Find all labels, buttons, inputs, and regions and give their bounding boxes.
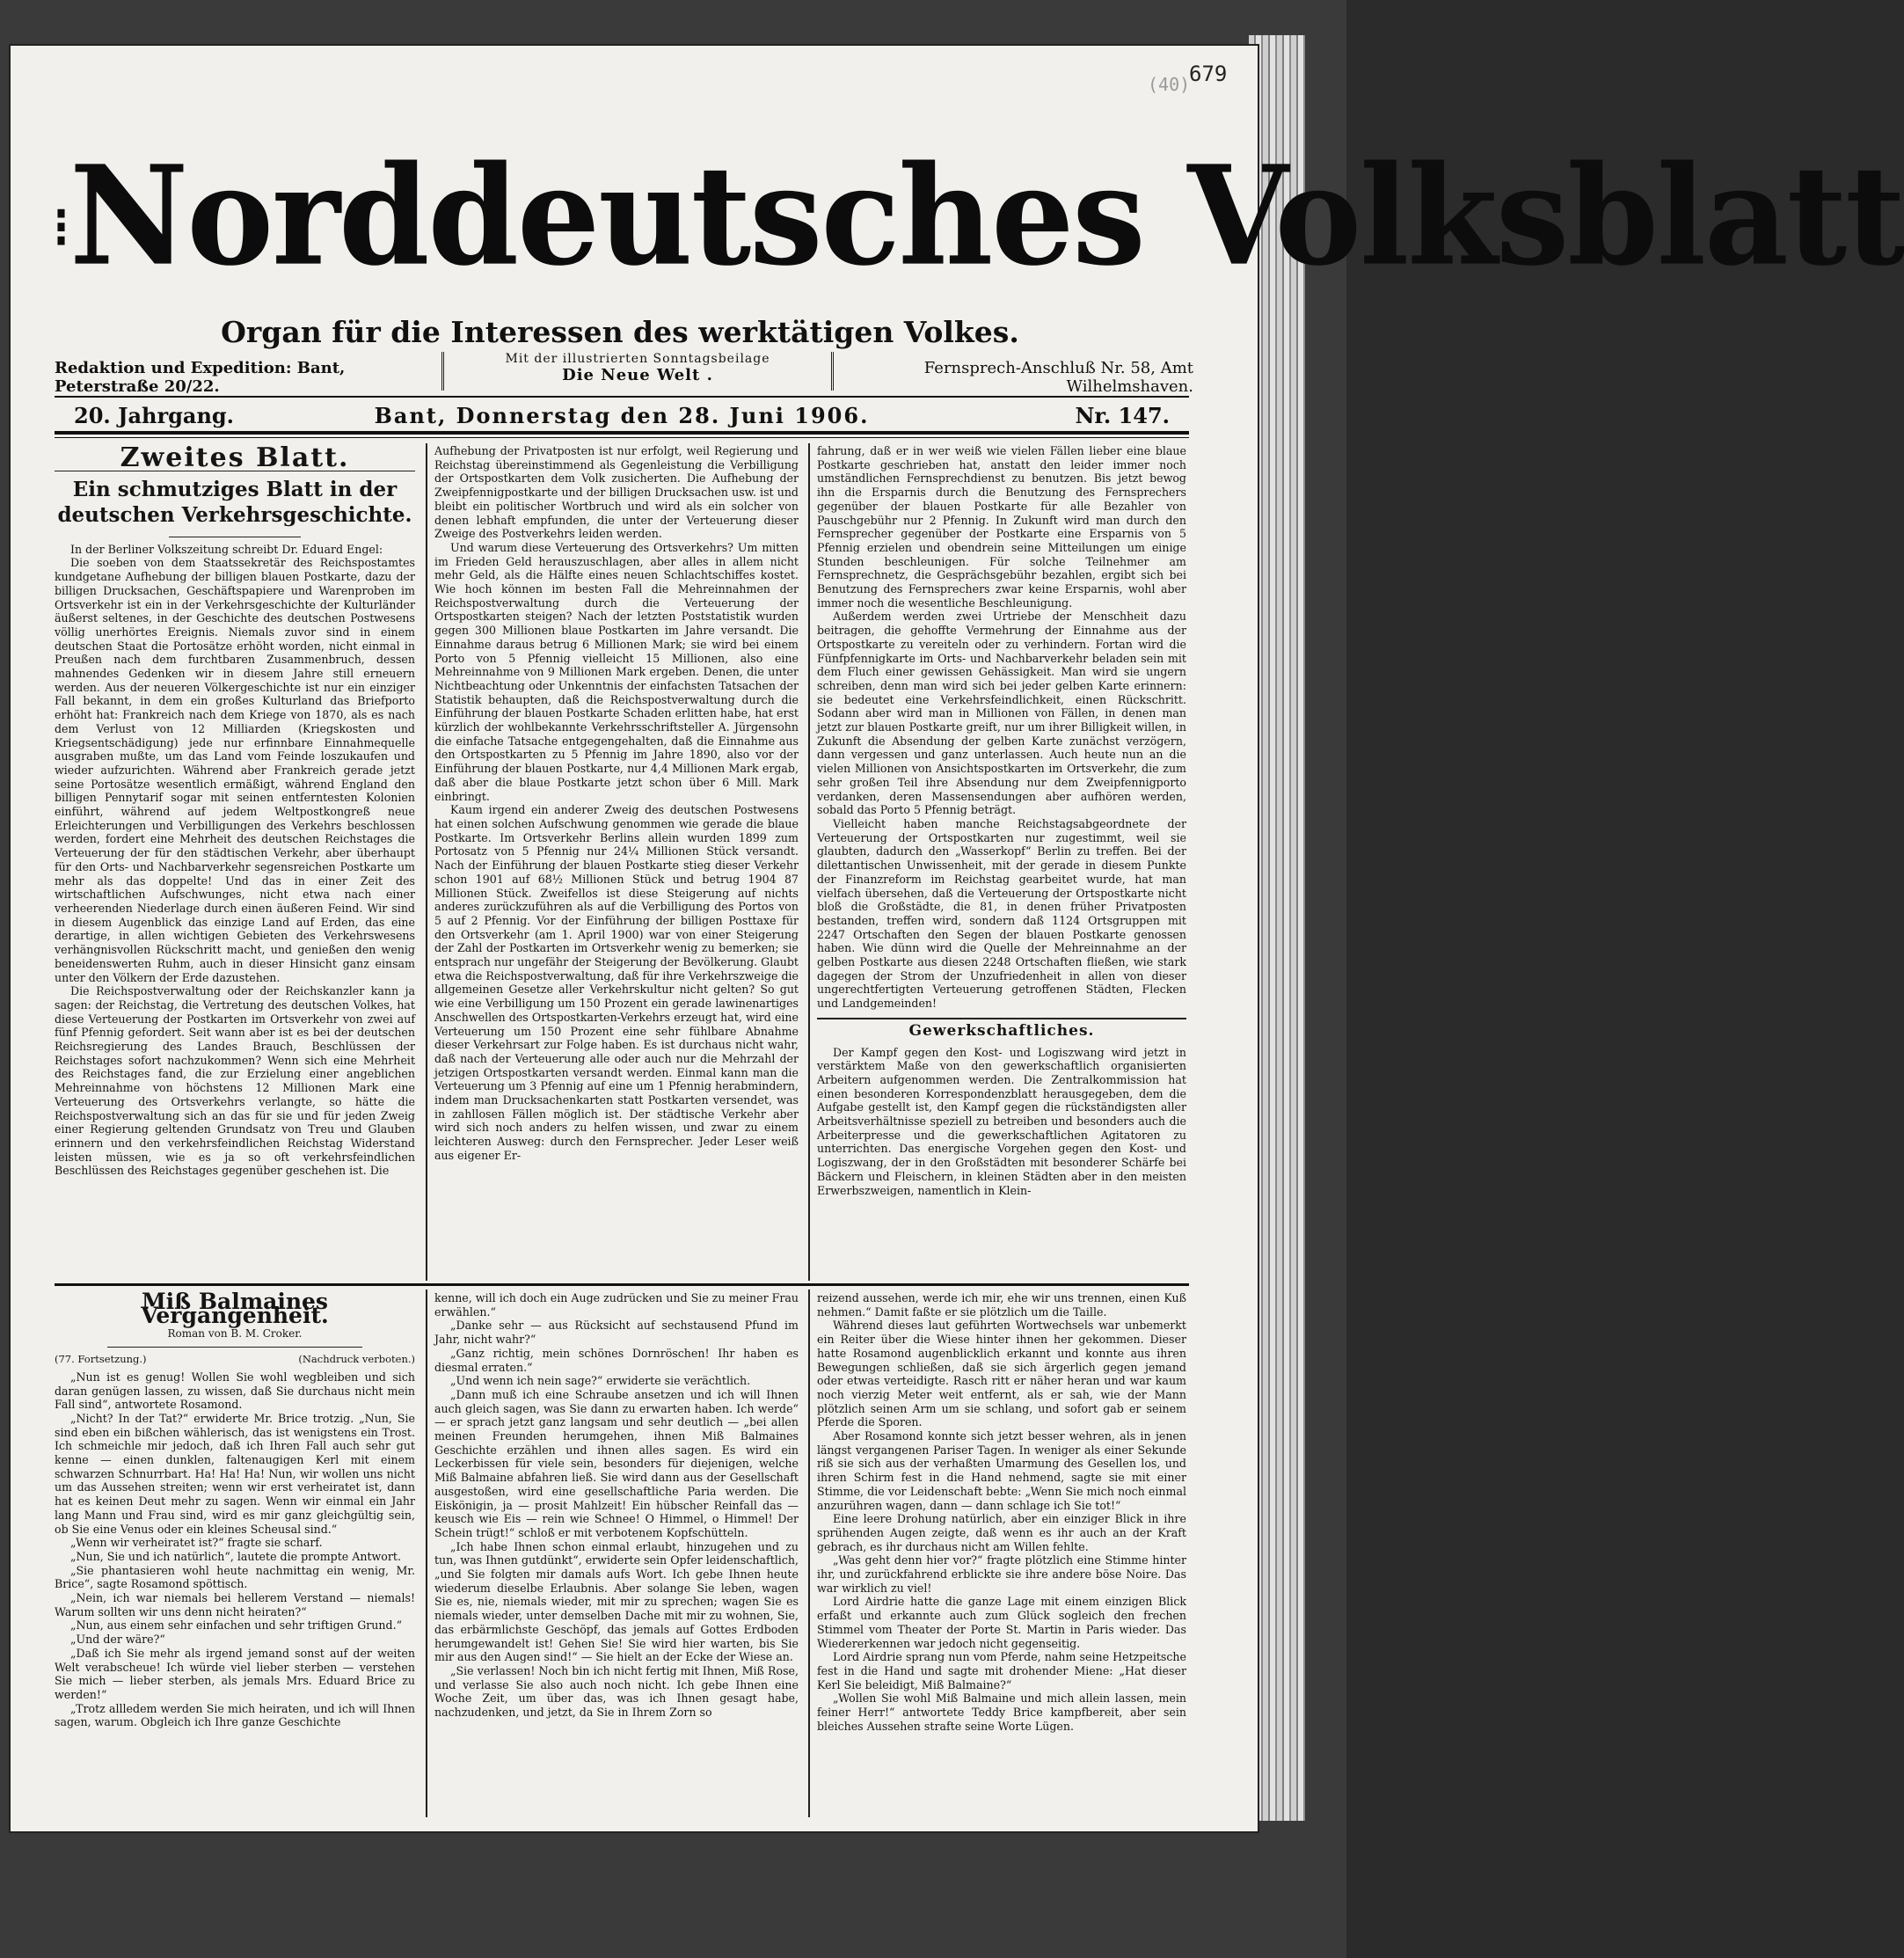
ornament-left-icon: ⁝ bbox=[53, 195, 70, 260]
article-paragraph: Und warum diese Verteuerung des Ortsverkehrs? Um mitten im Frieden Geld herauszuschlagen, aber alles in allem nicht mehr Geld, als die Hälfte eines neuen Schlachtschiffes kostet. Wie hoch können im besten Fall die Mehreinnahmen der Reichspostverwaltung durch die Verteuerung der Ortspostkarten steigen? Nach der letzten Poststatistik wurden gegen 300 Millionen blaue Postkarten im Jahre versandt. Die Einnahme daraus betrug 6 Millionen Mark; sie wird bei einem Porto von 5 Pfennig vielleicht 15 Millionen, also eine Mehreinnahme von 9 Millionen Mark ergeben. Denen, die unter Nichtbeachtung oder Unkenntnis der einfachsten Tatsachen der Statistik behaupten, daß die Reichspostverwaltung durch die Einführung der blauen Postkarte Schaden erlitten habe, hat erst kürzlich der wohlbekannte Verkehrsschriftsteller A. Jürgensohn die einfache Tatsache entgegengehalten, daß die Einnahme aus den Ortspostkarten zu 5 Pfennig im Jahre 1890, also vor der Einführung der blauen Postkarte, nur 4,4 Millionen Mark ergab, daß aber die blaue Postkarte jetzt schon über 6 Mill. Mark einbringt. bbox=[434, 540, 799, 803]
serial-paragraph: „Wenn wir verheiratet ist?“ fragte sie scharf. bbox=[70, 1536, 323, 1550]
column-rule-1 bbox=[426, 443, 427, 1281]
serial-paragraph: „Danke sehr — aus Rücksicht auf sechstausend Pfund im Jahr, nicht wahr?“ bbox=[434, 1319, 799, 1347]
rule-top bbox=[55, 396, 1189, 398]
article-paragraph: Vielleicht haben manche Reichstagsabgeordnete der Verteuerung der Ortspostkarten nur zugestimmt, weil sie glaubten, dadurch den „Wasserkopf“ Berlin zu treffen. Bei der dilettantischen Unwissenheit, mit der gerade in diesem Punkte der Finanzreform im Reichstag gearbeitet wurde, hat man vielfach übersehen, daß die Verteuerung der Ortspostkarte nicht bloß die Großstädte, die 81, in denen früher Privatposten bestanden, treffen wird, sondern daß 1124 Ortsgruppen mit 2247 Ortschaften den Segen der blauen Postkarte genossen haben. Wie dünn wird die Quelle der Mehreinnahme an der gelben Postkarte aus diesen 2248 Ortschaften fließen, wie stark dagegen der Strom der Unzufriedenheit in allen von dieser ungerechtfertigten Verteuerung getroffenen Städten, Flecken und Landgemeinden! bbox=[817, 816, 1186, 1011]
serial-paragraph: „Nun, Sie und ich natürlich“, lautete die prompte Antwort. bbox=[70, 1549, 401, 1563]
rule-mid bbox=[55, 1283, 1189, 1286]
serial-continuation: (77. Fortsetzung.) bbox=[55, 1353, 147, 1366]
serial-reprint-note: (Nachdruck verboten.) bbox=[298, 1353, 415, 1366]
serial-paragraph: „Ganz richtig, mein schönes Dornröschen! Ihr haben es diesmal erraten.“ bbox=[434, 1346, 799, 1374]
masthead-subtitle: Organ für die Interessen des werktätigen Volkes. bbox=[221, 315, 1019, 349]
serial-paragraph: „Daß ich Sie mehr als irgend jemand sonst auf der weiten Welt verabscheue! Ich würde viel lieber sterben — verstehen Sie mich — lieber sterben, als jemals Mrs. Eduard Brice zu werden!“ bbox=[55, 1646, 415, 1701]
article-paragraph: Außerdem werden zwei Urtriebe der Menschheit dazu beitragen, die gehoffte Vermehrung der Einnahme aus der Ortspostkarte zu vereiteln oder zu verhindern. Fortan wird die Fünfpfennigkarte im Orts- und Nachbarverkehr beladen sein mit dem Fluch einer gewissen Gehässigkeit. Man wird sie ungern schreiben, denn man wird sich bei jeder gelben Karte erinnern: sie bedeutet eine Verkehrsfeindlichkeit, einen Rückschritt. Sodann aber wird man in Millionen von Fällen, in denen man jetzt zur blauen Postkarte greift, nur um ihrer Billigkeit willen, in Zukunft die Absendung der gelben Karte zunächst verzögern, dann vergessen und ganz unterlassen. Auch heute nun an die vielen Millionen von Ansichtspostkarten im Ortsverkehr, die zum sehr großen Teil ihre Absendung nur dem Zweipfennigporto verdanken, deren Massensendungen aber aufhören werden, sobald das Porto 5 Pfennig beträgt. bbox=[817, 610, 1186, 817]
supplement-note bbox=[441, 352, 834, 391]
serial-paragraph: „Nein, ich war niemals bei hellerem Verstand — niemals! Warum sollten wir uns denn nicht heiraten?“ bbox=[55, 1591, 415, 1618]
page-number-faint: (40) bbox=[1148, 74, 1191, 95]
dateline bbox=[55, 403, 1189, 429]
column-rule-2 bbox=[808, 443, 810, 1281]
section-heading-union: Gewerkschaftliches. bbox=[908, 1021, 1095, 1040]
serial-paragraph: Während dieses laut geführten Wortwechsels war unbemerkt ein Reiter über die Wiese hinter ihnen her gekommen. Dieser hatte Rosamond augenblicklich erkannt und konnte aus ihren Bewegungen schließen, daß sie sich ärgerlich gegen jemand oder etwas verteidigte. Rasch ritt er näher heran und war kaum noch vierzig Meter weit entfernt, als er sah, wie der Mann plötzlich seinen Arm um sie schlang, und sofort gab er seinem Pferde die Sporen. bbox=[817, 1319, 1186, 1429]
serial-paragraph: „Und der wäre?“ bbox=[70, 1633, 165, 1647]
serial-column-1 bbox=[55, 1291, 415, 1817]
serial-rule bbox=[107, 1347, 362, 1348]
masthead-title-text: Norddeutsches Volksblatt bbox=[69, 135, 1904, 296]
article-column-1 bbox=[55, 444, 415, 1280]
serial-paragraph: „Ich habe Ihnen schon einmal erlaubt, hinzugehen und zu tun, was Ihnen gutdünkt“, erwiderte sein Opfer leidenschaftlich, „und Sie folgten mir damals aufs Wort. Ich gebe Ihnen heute wiederum dieselbe Erlaubnis. Aber solange Sie leben, wagen Sie es, nie, niemals wieder, mit mir zu sprechen; wagen Sie es niemals wieder, unter demselben Dache mit mir zu wohnen, Sie, das erbärmlichste Geschöpf, das jemals auf Gottes Erdboden herumgewandelt ist! Gehen Sie! Sie wird hier warten, bis Sie mir aus den Augen sind!“ — Sie hielt an der Ecke der Wiese an. bbox=[434, 1539, 799, 1664]
rule-date-thin bbox=[55, 437, 1189, 438]
telephone-info: Fernsprech-Anschluß Nr. 58, Amt Wilhelmshaven. bbox=[923, 359, 1193, 396]
article-paragraph: Die Reichspostverwaltung oder der Reichskanzler kann ja sagen: der Reichstag, die Vertretung des deutschen Volkes, hat diese Verteuerung der Postkarten im Ortsverkehr von zwei auf fünf Pfennig gefordert. Seit wann aber ist es bei der deutschen Reichsregierung des Landes Brauch, Beschlüssen der Reichstages sofort nachzukommen? Wenn sich eine Mehrheit des Reichstages fand, die zur Erzielung einer angeblichen Mehreinnahme von höchstens 12 Millionen Mark eine Verteuerung des Ortsverkehrs verlangte, so hätte die Reichspostverwaltung sich an das für sie und für jeden Zweig einer Regierung geltenden Grundsatz von Treu und Glauben erinnern und den verkehrsfeindlichen Reichstag Widerstand leisten müssen, wie es ja so oft verkehrsfeindlichen Beschlüssen des Reichstages gegenüber geschehen ist. Die bbox=[55, 984, 415, 1178]
dateline-issue: Nr. 147. bbox=[1075, 403, 1170, 428]
union-paragraph: Der Kampf gegen den Kost- und Logiszwang wird jetzt in verstärktem Maße von den gewerkschaftlich organisierten Arbeitern aufgenommen werden. Die Zentralkommission hat einen besonderen Korrespondenzblatt herausgegeben, dem die Aufgabe gestellt ist, den Kampf gegen die rückständigsten aller Arbeitsverhältnisse speziell zu betreiben und besonders auch die Arbeiterpresse und die gewerkschaftlichen Agitatoren zu unterrichten. Das energische Vorgehen gegen den Kost- und Logiszwang, der in den Großstädten mit besonderer Schärfe bei Bäckern und Fleischern, in kleinen Städten aber in den meisten Erwerbszweigen, namentlich in Klein- bbox=[817, 1045, 1186, 1197]
serial-paragraph: „Wollen Sie wohl Miß Balmaine und mich allein lassen, mein feiner Herr!“ antwortete Teddy Brice kampfbereit, aber sein bleiches Aussehen strafte seine Worte Lügen. bbox=[817, 1691, 1186, 1733]
dateline-date: Bant, Donnerstag den 28. Juni 1906. bbox=[374, 403, 870, 428]
section-rule bbox=[817, 1018, 1186, 1019]
serial-paragraph: Eine leere Drohung natürlich, aber ein einziger Blick in ihre sprühenden Augen zeigte, daß wenn es ihr auch an der Kraft gebrach, es ihr durchaus nicht am Willen fehlte. bbox=[817, 1512, 1186, 1553]
article-paragraph: Kaum irgend ein anderer Zweig des deutschen Postwesens hat einen solchen Aufschwung genommen wie gerade die blaue Postkarte. Im Ortsverkehr Berlins allein wurden 1899 zum Portosatz von 5 Pfennig nur 24¼ Millionen Stück versandt. Nach der Einführung der blauen Postkarte stieg dieser Verkehr schon 1901 auf 68½ Millionen Stück und betrug 1904 87 Millionen Stück. Zweifellos ist diese Steigerung auf nichts anderes zurückzuführen als auf die Verbilligung des Portos von 5 auf 2 Pfennig. Vor der Einführung der billigen Posttaxe für den Ortsverkehr (am 1. April 1900) war von einer Steigerung der Zahl der Postkarten im Ortsverkehr wenig zu bemerken; sie entsprach nur ungefähr der Steigerung der Bevölkerung. Glaubt etwa die Reichspostverwaltung, daß für ihre Verkehrszweige die allgemeinen Gesetze aller Verkehrskultur nicht gelten? So gut wie eine Verbilligung um 150 Prozent ein gerade lawinenartiges Anschwellen des Ortspostkarten-Verkehrs erzeugt hat, wird eine Verteuerung um 150 Prozent eine sehr fühlbare Abnahme dieser Verkehrsart zur Folge haben. Es ist durchaus nicht wahr, daß nach der Verteuerung alle oder auch nur die Mehrzahl der jetzigen Ortspostkarten versandt werden. Einmal kann man die Verteuerung um 3 Pfennig auf eine um 1 Pfennig herabmindern, indem man Drucksachenkarten statt Postkarten versendet, was in zahllosen Fällen möglich ist. Der städtische Verkehr aber wird sich noch anders zu helfen wissen, und zwar zu einem leichteren Ausweg: durch den Fernsprecher. Jeder Leser weiß aus eigener Er- bbox=[434, 803, 799, 1162]
serial-paragraph: Lord Airdrie sprang nun vom Pferde, nahm seine Hetzpeitsche fest in die Hand und sagte mit drohender Miene: „Hat dieser Kerl Sie beleidigt, Miß Balmaine?“ bbox=[817, 1650, 1186, 1691]
supplement-line1: Mit der illustrierten Sonntagsbeilage bbox=[505, 352, 770, 366]
page-number: 679 bbox=[1189, 62, 1228, 86]
info-row bbox=[55, 352, 1193, 396]
serial-paragraph: Aber Rosamond konnte sich jetzt besser wehren, als in jenen längst vergangenen Pariser Tagen. In weniger als einer Sekunde riß sie sich aus der verhaßten Umarmung des Gesellen los, und ihren Schirm fest in die Hand nehmend, sagte sie mit einer Stimme, die vor Leidenschaft bebte: „Wenn Sie mich noch einmal anzurühren wagen, dann — dann schlage ich Sie tot!“ bbox=[817, 1429, 1186, 1512]
serial-paragraph: „Nun ist es genug! Wollen Sie wohl wegbleiben und sich daran genügen lassen, zu wissen, daß Sie durchaus nicht mein Fall sind“, antwortete Rosamond. bbox=[55, 1370, 415, 1412]
serial-paragraph: reizend aussehen, werde ich mir, ehe wir uns trennen, einen Kuß nehmen.“ Damit faßte er sie plötzlich um die Taille. bbox=[817, 1291, 1186, 1319]
article-paragraph: fahrung, daß er in wer weiß wie vielen Fällen lieber eine blaue Postkarte geschrieben hat, anstatt den leider immer noch umständlichen Fernsprechdienst zu benutzen. Bis jetzt bewog ihn die Ersparnis durch die Benutzung des Fernsprechers gegenüber der blauen Postkarte für alle Bezahler von Pauschgebühr nur 2 Pfennig. In Zukunft wird man durch den Fernsprecher gegenüber der Postkarte eine Ersparnis von 5 Pfennig erzielen und obendrein seine Mitteilungen um einige Stunden beschleunigen. Für solche Teilnehmer am Fernsprechnetz, die Gesprächsgebühr bezahlen, ergibt sich bei Benutzung des Fernsprechers zwar keine Ersparnis, wohl aber immer noch die wesentliche Beschleunigung. bbox=[817, 444, 1186, 610]
serial-paragraph: Lord Airdrie hatte die ganze Lage mit einem einzigen Blick erfaßt und erkannte auch zum Glück sogleich den frechen Stimmel vom Theater der Porte St. Martin in Paris wieder. Das Wiedererkennen war jedoch nicht gegenseitig. bbox=[817, 1595, 1186, 1650]
article-paragraph: Die soeben von dem Staatssekretär des Reichspostamtes kundgetane Aufhebung der billigen blauen Postkarte, dazu der billigen Drucksachen, Geschäftspapiere und Warenproben im Ortsverkehr ist ein in der Verkehrsgeschichte der Kulturländer äußerst seltenes, in der Geschichte des deutschen Postwesens völlig unerhörtes Ereignis. Niemals zuvor sind in einem deutschen Staat die Portosätze erhöht worden, nicht einmal in Preußen nach dem furchtbaren Zusammenbruch, dessen mahnendes Gedenken wir in diesem Jahre still erneuern werden. Aus der neueren Völkergeschichte ist nur ein einziger Fall bekannt, in dem ein großes Kulturland das Briefporto erhöht hat: Frankreich nach dem Kriege von 1870, als es nach dem Verlust von 12 Milliarden (Kriegskosten und Kriegsentschädigung) jede nur erfinnbare Einnahmequelle ausgraben mußte, um das Land vom Feinde loszukaufen und wieder aufzurichten. Während aber Frankreich gerade jetzt seine Portosätze wesentlich ermäßigt, während England den billigen Pennytarif sogar mit seinen entferntesten Kolonien einführt, während auf jedem Weltpostkongreß neue Erleichterungen und Verbilligungen des Verkehrs beschlossen werden, fordert eine Mehrheit des deutschen Reichstages die Verteuerung der für den städtischen Verkehr, aber überhaupt für den Orts- und Nachbarverkehr segensreichen Postkarte um mehr als das doppelte! Und das in einer Zeit des wirtschaftlichen Aufschwunges, nicht etwa nach einer verheerenden Niederlage durch einen äußeren Feind. Wir sind in diesem Augenblick das einzige Land auf Erden, das eine derartige, in allen wichtigen Gebieten des Verkehrswesens verhängnisvollen Rückschritt macht, und genießen den wenig beneidenswerten Ruhm, auch in dieser Hinsicht ganz einsam unter den Völkern der Erde dazustehen. bbox=[55, 556, 415, 984]
rule-date-thick bbox=[55, 431, 1189, 435]
article-headline: Ein schmutziges Blatt in der deutschen Verkehrsgeschichte. bbox=[57, 477, 412, 527]
article-paragraph: In der Berliner Volkszeitung schreibt Dr. Eduard Engel: bbox=[70, 542, 383, 556]
serial-meta bbox=[55, 1353, 415, 1367]
serial-paragraph: „Dann muß ich eine Schraube ansetzen und ich will Ihnen auch gleich sagen, was Sie dann zu erwarten haben. Ich werde“ — er sprach jetzt ganz langsam und sehr deutlich — „bei allen meinen Freunden herumgehen, ihnen Miß Balmaines Geschichte erzählen und ihnen alles sagen. Es wird ein Leckerbissen für viele sein, besonders für diejenigen, welche Miß Balmaine abfahren ließ. Sie wird dann aus der Gesellschaft ausgestoßen, wird eine gesellschaftliche Paria werden. Die Eiskönigin, ja — prosit Mahlzeit! Ein hübscher Reinfall das — keusch wie Eis — rein wie Schnee! O Himmel, o Himmel! Der Schein trügt!“ schloß er mit verbotenem Kopfschütteln. bbox=[434, 1387, 799, 1539]
serial-paragraph: „Sie verlassen! Noch bin ich nicht fertig mit Ihnen, Miß Rose, und verlasse Sie also auch noch nicht. Ich gebe Ihnen eine Woche Zeit, um über das, was ich Ihnen gesagt habe, nachzudenken, und jetzt, da Sie in Ihrem Zorn so bbox=[434, 1663, 799, 1720]
serial-column-3 bbox=[817, 1291, 1186, 1817]
serial-paragraph: „Und wenn ich nein sage?“ erwiderte sie verächtlich. bbox=[450, 1374, 751, 1388]
serial-paragraph: kenne, will ich doch ein Auge zudrücken und Sie zu meiner Frau erwählen.“ bbox=[434, 1291, 799, 1319]
masthead-title bbox=[53, 109, 1904, 322]
serial-title: Miß Balmaines Vergangenheit. bbox=[141, 1289, 329, 1328]
serial-paragraph: „Trotz allledem werden Sie mich heiraten, und ich will Ihnen sagen, warum. Obgleich ich Ihre ganze Geschichte bbox=[55, 1701, 415, 1729]
column-rule-3 bbox=[426, 1290, 427, 1817]
serial-paragraph: „Nicht? In der Tat?“ erwiderte Mr. Brice trotzig. „Nun, Sie sind eben ein bißchen wählerisch, das ist wenigstens ein Trost. Ich schmeichle mir jedoch, daß ich Ihren Fall auch sehr gut kenne — einen dunklen, faltenaugigen Kerl mit einem schwarzen Schnurrbart. Ha! Ha! Ha! Nun, wir wollen uns nicht um das Aussehen streiten; wenn wir erst verheiratet ist, dann hat es keinen Deut mehr zu sagen. Wenn wir einmal ein Jahr lang Mann und Frau sind, wird es mir ganz gleichgültig sein, ob Sie eine Venus oder ein kleines Scheusal sind.“ bbox=[55, 1411, 415, 1536]
column-rule-4 bbox=[808, 1290, 810, 1817]
dateline-volume: 20. Jahrgang. bbox=[74, 403, 235, 428]
serial-paragraph: „Sie phantasieren wohl heute nachmittag ein wenig, Mr. Brice“, sagte Rosamond spöttisch. bbox=[55, 1563, 415, 1591]
serial-column-2 bbox=[434, 1291, 799, 1817]
editorial-address: Redaktion und Expedition: Bant, Peterstraße 20/22. bbox=[55, 359, 346, 396]
article-column-3 bbox=[817, 444, 1186, 1280]
supplement-line2: Die Neue Welt . bbox=[562, 366, 713, 384]
serial-byline: Roman von B. M. Croker. bbox=[167, 1327, 303, 1341]
second-sheet-heading: Zweites Blatt. bbox=[120, 442, 350, 473]
article-paragraph: Aufhebung der Privatposten ist nur erfolgt, weil Regierung und Reichstag übereinstimmend als Gegenleistung die Verbilligung der Ortspostkarten dem Volk zusicherten. Die Aufhebung der Zweipfennigpostkarte und der billigen Drucksachen usw. ist und bleibt ein politischer Wortbruch und wird als ein solcher von denen lebhaft empfunden, die unter der Verteuerung dieser Zweige des Postverkehrs leiden werden. bbox=[434, 444, 799, 541]
article-column-2 bbox=[434, 444, 799, 1280]
serial-paragraph: „Was geht denn hier vor?“ fragte plötzlich eine Stimme hinter ihr, und zurückfahrend erblickte sie ihre andere böse Noire. Das war wirklich zu viel! bbox=[817, 1553, 1186, 1595]
serial-paragraph: „Nun, aus einem sehr einfachen und sehr triftigen Grund.“ bbox=[70, 1618, 403, 1633]
